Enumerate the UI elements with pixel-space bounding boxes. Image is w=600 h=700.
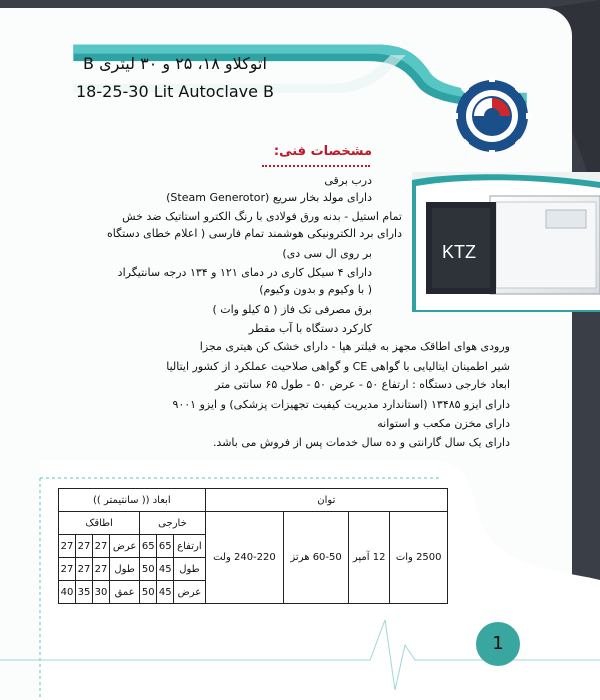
spec-line: دارای یک سال گارانتی و ده سال خدمات پس از فروش می باشد. (212, 436, 510, 449)
spec-line: کارکرد دستگاه با آب مقطر (248, 322, 372, 335)
dimensions-power-table (58, 488, 448, 604)
spec-line: دارای ۴ سیکل کاری در دمای ۱۲۱ و ۱۳۴ درجه سانتیگراد (117, 266, 372, 279)
value-cell: 50 (140, 581, 157, 604)
value-cell: 50 (140, 558, 157, 581)
title-persian: اتوکلاو ۱۸، ۲۵ و ۳۰ لیتری B (83, 54, 267, 73)
spec-line: درب برقی (324, 174, 372, 187)
spec-line: شیر اطمینان ایتالیایی با گواهی CE و گواهی صلاحیت عملکرد از کشور ایتالیا (166, 360, 510, 373)
specs-table (58, 488, 448, 608)
value-cell: 45 (157, 558, 174, 581)
value-cell: 35 (76, 581, 93, 604)
label-cell: عرض (174, 581, 205, 604)
value-cell: 65 (157, 535, 174, 558)
spec-line: ابعاد خارجی دستگاه : ارتفاع ۵۰ - عرض ۵۰ - طول ۶۵ سانتی متر (215, 378, 510, 391)
value-cell: 45 (157, 581, 174, 604)
title-english: 18-25-30 Lit Autoclave B (76, 82, 274, 101)
value-cell: 30 (92, 581, 109, 604)
spec-line: تمام استیل - بدنه ورق فولادی با رنگ الکترو استاتیک ضد خش (122, 210, 402, 223)
label-cell: طول (174, 558, 205, 581)
spec-line: برق مصرفی تک فاز ( ۵ کیلو وات ) (212, 303, 372, 316)
power-cell: 12 آمپر (348, 512, 389, 604)
value-cell: 27 (59, 535, 76, 558)
value-cell: 27 (76, 558, 93, 581)
label-cell: طول (109, 558, 139, 581)
value-cell: 40 (59, 581, 76, 604)
spec-line: بر روی ال سی دی) (282, 247, 372, 260)
dimensions-header: ابعاد (( سانتیمتر )) (59, 489, 206, 512)
value-cell: 27 (76, 535, 93, 558)
label-cell: عمق (109, 581, 139, 604)
power-cell: 2500 وات (390, 512, 448, 604)
value-cell: 27 (92, 558, 109, 581)
specs-title: مشخصات فنی: (273, 144, 372, 159)
spec-line: دارای مخزن مکعب و استوانه (377, 417, 510, 430)
power-cell: 240-220 ولت (205, 512, 284, 604)
spec-line: دارای مولد بخار سریع (Steam Generotor) (166, 191, 372, 204)
spec-line: ورودی هوای اطاقک مجهز به فیلتر هپا - دارای خشک کن هیتری مجزا (199, 340, 510, 353)
autoclave-photo (412, 172, 600, 312)
value-cell: 27 (92, 535, 109, 558)
brand-mark: KTZ (442, 242, 476, 262)
title-underline (262, 165, 370, 167)
spec-line: دارای برد الکترونیکی هوشمند تمام فارسی ( اعلام خطای دستگاه (107, 227, 402, 240)
spec-line: دارای ایزو ۱۳۴۸۵ (استاندارد مدیریت کیفیت تجهیزات پزشکی) و ایزو ۹۰۰۱ (172, 398, 510, 411)
power-cell: 60-50 هرتز (284, 512, 349, 604)
label-cell: ارتفاع (174, 535, 205, 558)
power-header: توان (205, 489, 447, 512)
page-number: 1 (476, 622, 520, 666)
label-cell: عرض (109, 535, 139, 558)
spec-line: ( با وکیوم و بدون وکیوم) (259, 283, 372, 296)
external-header: خارجی (140, 512, 205, 535)
chamber-header: اطاقک (59, 512, 140, 535)
company-logo (452, 76, 532, 156)
value-cell: 65 (140, 535, 157, 558)
value-cell: 27 (59, 558, 76, 581)
